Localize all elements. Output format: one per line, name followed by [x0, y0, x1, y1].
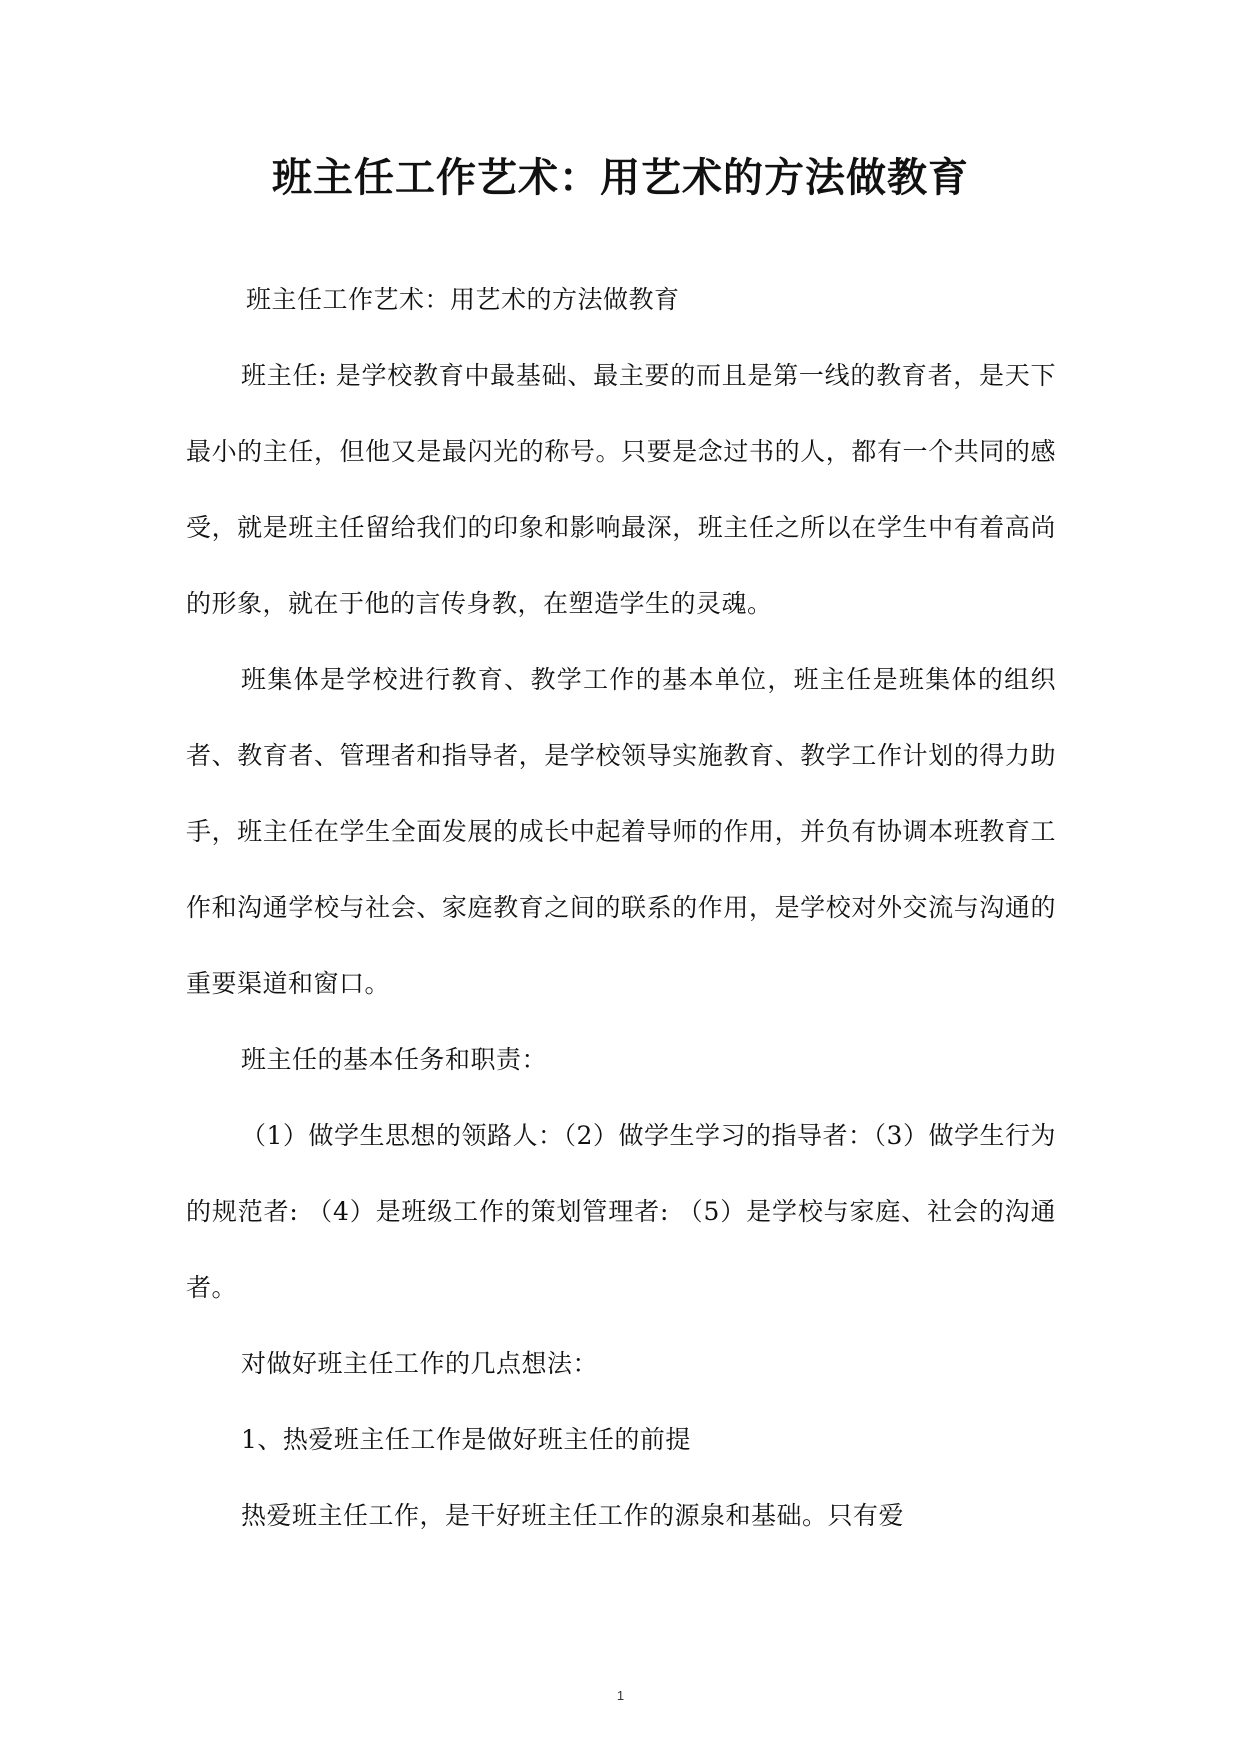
paragraph: （1）做学生思想的领路人：（2）做学生学习的指导者：（3）做学生行为的规范者: （4）是班级工作的策划管理者: （5）是学校与家庭、社会的沟通者。	[186, 1121, 1056, 1302]
paragraph: 班主任: 是学校教育中最基础、最主要的而且是第一线的教育者，是天下最小的主任，但他又是最闪光的称号。只要是念过书的人，都有一个共同的感受，就是班主任留给我们的印象和影响最深，班主任之所以在学生中有着高尚的形象，就在于他的言传身教，在塑造学生的灵魂。	[186, 361, 1056, 618]
paragraph: 对做好班主任工作的几点想法：	[241, 1349, 599, 1378]
document-body	[186, 262, 1056, 1554]
paragraph: 班集体是学校进行教育、教学工作的基本单位，班主任是班集体的组织者、教育者、管理者和指导者，是学校领导实施教育、教学工作计划的得力助手，班主任在学生全面发展的成长中起着导师的作用，并负有协调本班教育工作和沟通学校与社会、家庭教育之间的联系的作用，是学校对外交流与沟通的重要渠道和窗口。	[186, 665, 1056, 998]
document-title: 班主任工作艺术：用艺术的方法做教育	[272, 155, 969, 201]
paragraph: 热爱班主任工作，是干好班主任工作的源泉和基础。只有爱	[241, 1501, 905, 1530]
section-heading: 1、热爱班主任工作是做好班主任的前提	[241, 1425, 691, 1454]
paragraph: 班主任的基本任务和职责：	[241, 1045, 548, 1074]
paragraph-subtitle: 班主任工作艺术：用艺术的方法做教育	[246, 285, 680, 314]
page-number: 1	[616, 1688, 625, 1703]
